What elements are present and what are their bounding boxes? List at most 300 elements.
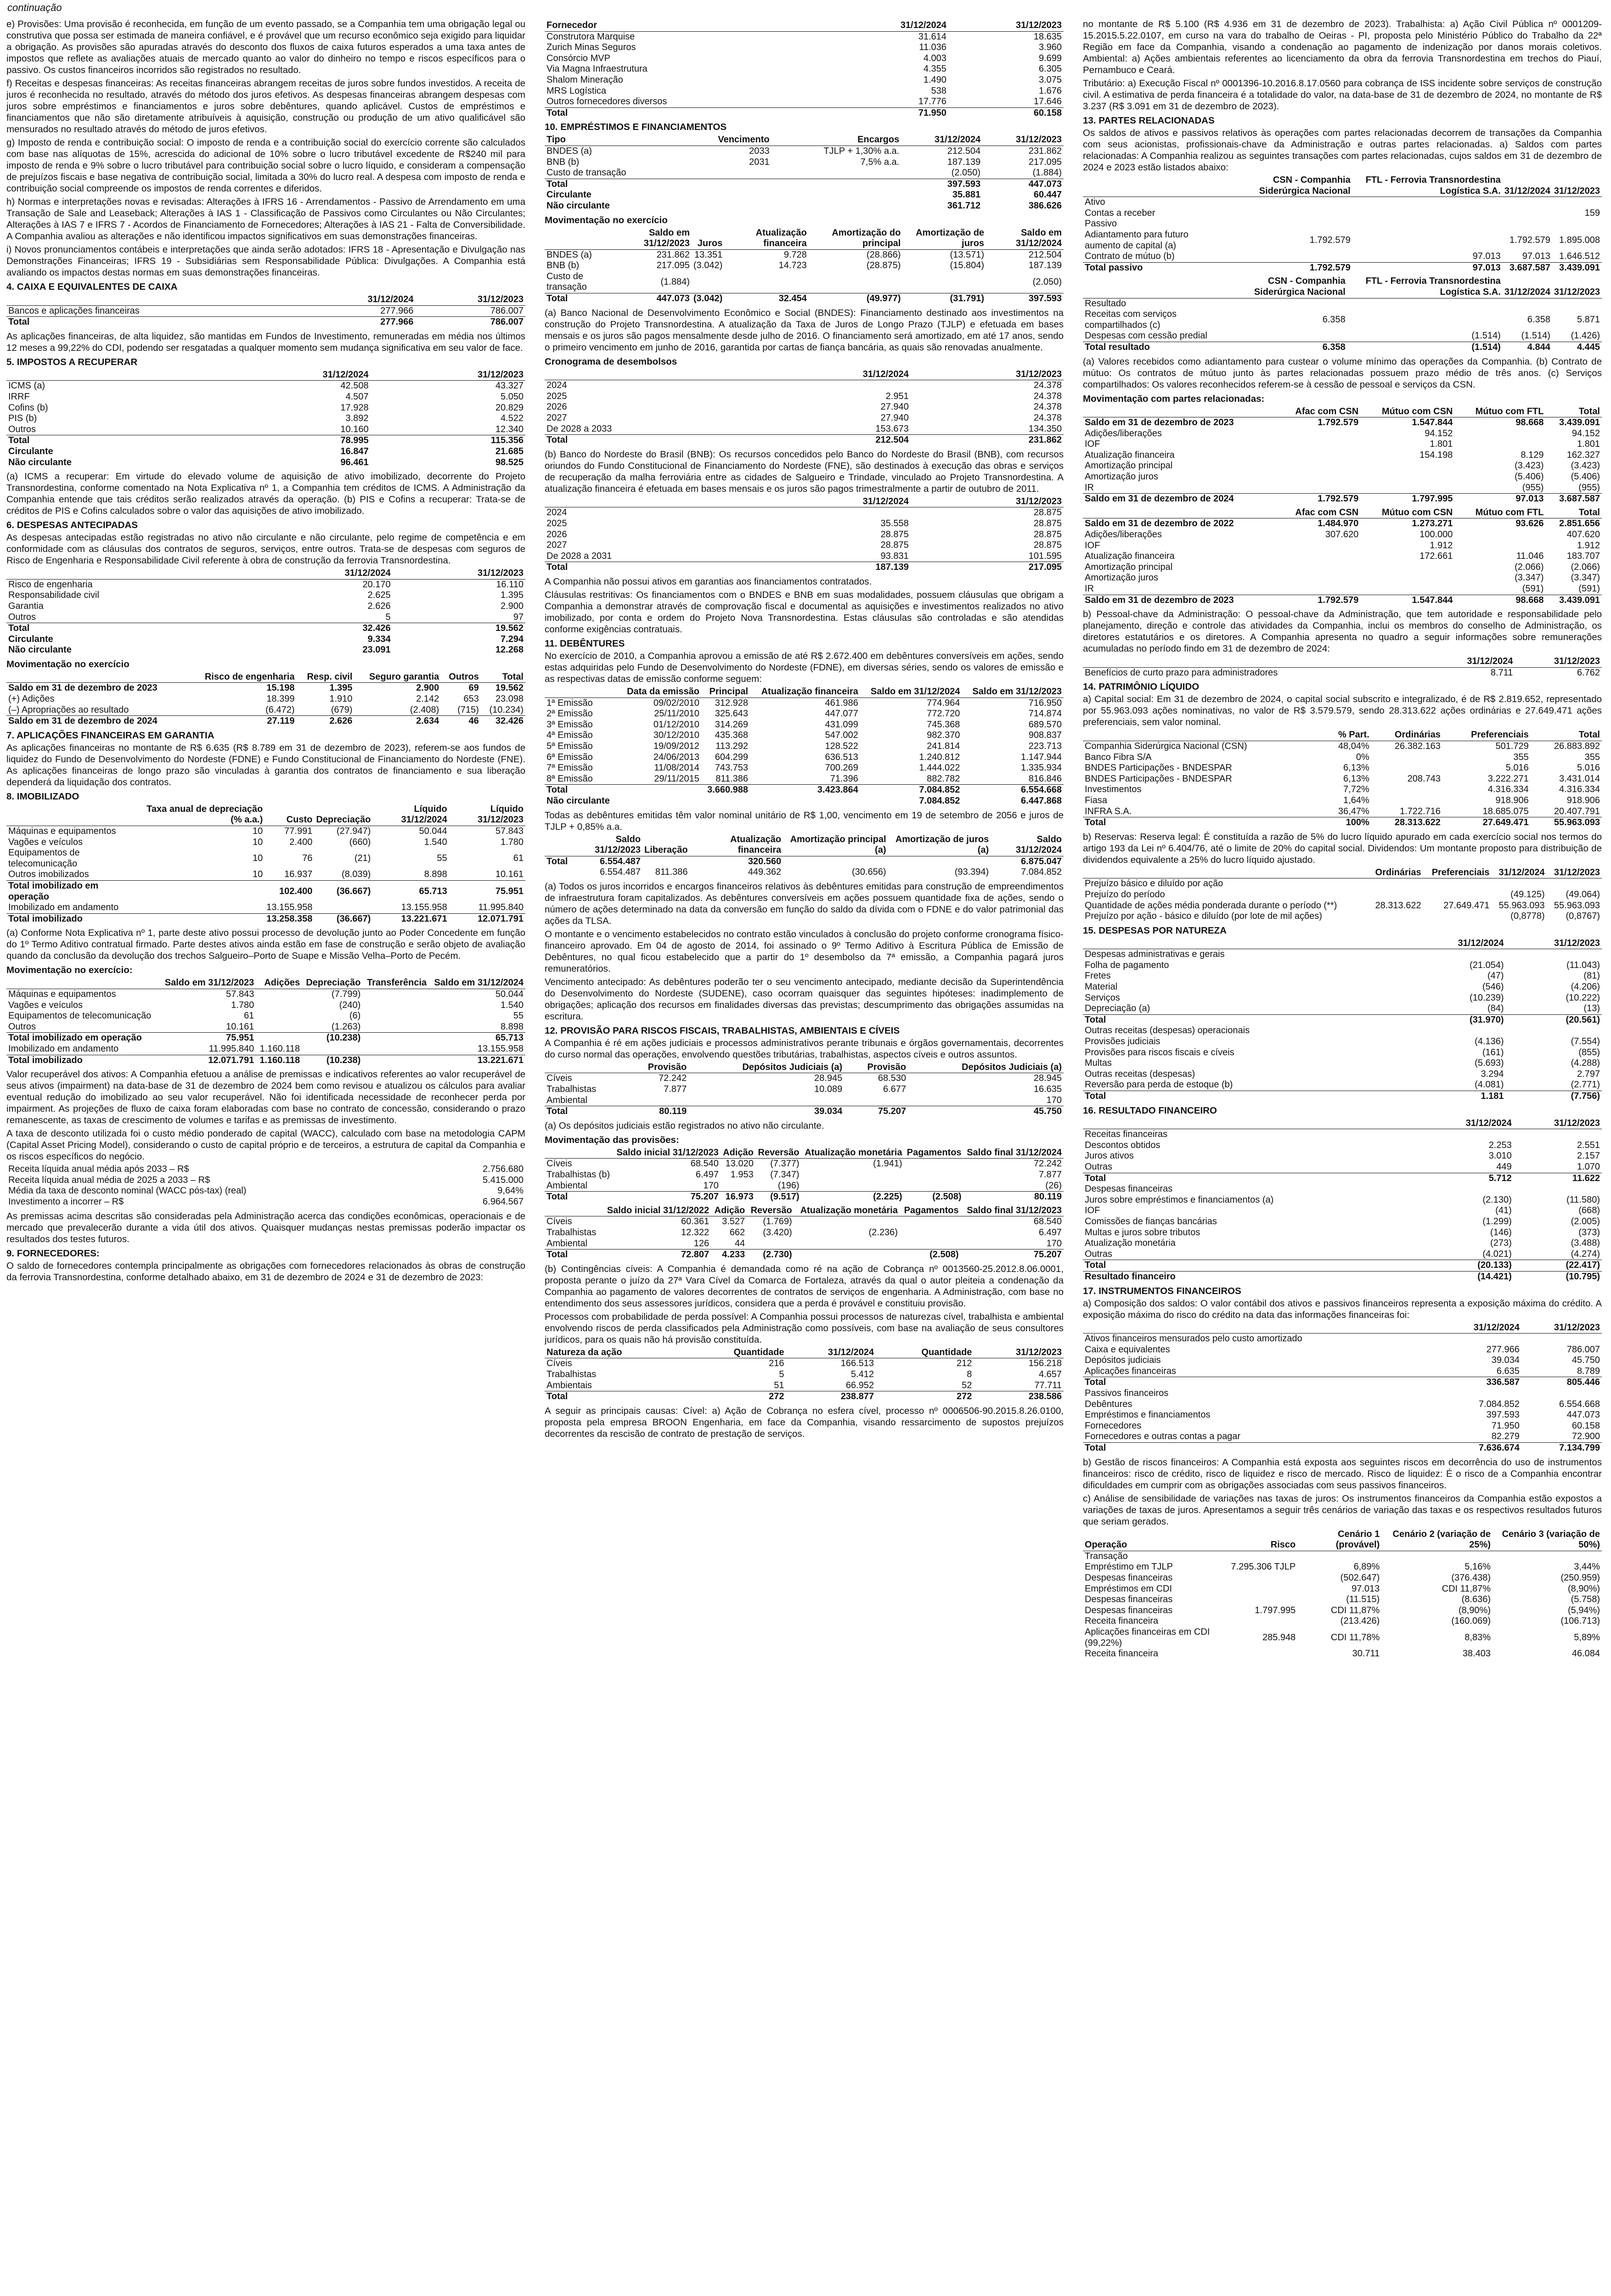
column-header: Atualização financeira xyxy=(690,834,783,856)
table-cell xyxy=(757,507,910,518)
table-cell: 187.139 xyxy=(1028,260,1062,271)
table-cell xyxy=(1441,1388,1521,1399)
table-cell: Total xyxy=(6,623,259,634)
table-cell: Zurich Minas Seguros xyxy=(546,42,636,53)
table-cell: 75.951 xyxy=(159,1033,256,1044)
table-row xyxy=(545,785,1064,796)
table-row xyxy=(1083,251,1602,262)
paragraph: No exercício de 2010, a Companhia aprovou a emissão de até R$ 2.672.400 em debêntures conversíveis em ações, sendo estas adquiridas pelo Fundo de Desenvolvimento do Nordeste (FDNE), em diversas séries, sendo os valores de emissão e as respectivas datas de emissão conforme seguem: xyxy=(545,650,1064,684)
table-cell: 75.207 xyxy=(844,1106,908,1117)
table-cell: (10.238) xyxy=(302,1033,362,1044)
table-cell: Ambiental xyxy=(546,1238,587,1249)
table-cell: Trabalhistas xyxy=(546,1227,597,1238)
table-row xyxy=(545,75,1064,86)
table-cell: 2.900 xyxy=(354,683,441,694)
table-cell xyxy=(362,1011,428,1022)
prepaid-movement-table xyxy=(6,672,525,727)
table-row xyxy=(545,529,1064,540)
table-cell: 24.378 xyxy=(1033,391,1062,401)
table-cell: 1.780 xyxy=(500,837,524,847)
table-row xyxy=(1083,1080,1602,1091)
table-row xyxy=(6,1055,525,1066)
table-cell: 71.950 xyxy=(833,107,948,118)
table-cell xyxy=(1276,573,1360,584)
table-cell: 19.562 xyxy=(481,683,525,694)
column-header: Risco de engenharia xyxy=(186,672,297,683)
table-cell: 882.782 xyxy=(927,773,960,784)
table-cell xyxy=(681,201,772,212)
column-header: 31/12/2023 xyxy=(415,294,525,305)
table-cell: 547.002 xyxy=(825,730,858,741)
table-cell: 604.299 xyxy=(715,752,749,762)
table-cell: 3.294 xyxy=(1481,1069,1504,1079)
table-cell: 10.089 xyxy=(814,1084,843,1095)
table-row xyxy=(545,260,1064,271)
table-cell: 39.034 xyxy=(688,1106,844,1117)
financial-result-table xyxy=(1083,1118,1602,1283)
table-cell: (1.263) xyxy=(331,1021,361,1032)
table-row xyxy=(1083,595,1602,606)
table-cell: 982.370 xyxy=(927,730,960,741)
table-row xyxy=(545,1073,1064,1084)
table-cell: 20.407.791 xyxy=(1554,806,1600,816)
table-cell xyxy=(256,1000,302,1011)
table-row xyxy=(1083,1551,1602,1562)
column-header xyxy=(1083,938,1409,949)
table-row xyxy=(545,796,1064,807)
table-cell: 386.626 xyxy=(1028,200,1062,211)
table-cell: (2.508) xyxy=(900,1249,961,1261)
table-row xyxy=(1083,518,1602,529)
table-row xyxy=(1083,219,1602,230)
column-header: Cenário 3 (variação de 50%) xyxy=(1493,1529,1602,1551)
table-cell xyxy=(1423,911,1492,922)
column-header xyxy=(6,294,305,305)
table-cell: 162.327 xyxy=(1566,450,1600,460)
table-cell xyxy=(1352,219,1503,230)
table-cell: 27.940 xyxy=(880,413,909,423)
table-row xyxy=(545,741,1064,752)
paragraph: As premissas acima descritas são consideradas pela Administração acerca das condições econômicas, operacionais e de mercado que prevalecerão durante a vida útil dos ativos. Quaisquer mudanças nestas premissas poderão impactar os resultados dos testes futuros. xyxy=(6,1210,525,1244)
table-cell: 32.426 xyxy=(259,623,392,634)
table-cell: (196) xyxy=(777,1180,800,1191)
table-cell: 11/08/2014 xyxy=(654,763,699,773)
table-cell xyxy=(1276,428,1360,439)
section-title: 8. IMOBILIZADO xyxy=(6,791,79,802)
table-cell: 10.160 xyxy=(340,424,369,434)
table-cell: Total xyxy=(6,435,215,446)
table-cell: 97.013 xyxy=(1352,262,1503,273)
table-cell: 277.966 xyxy=(380,305,414,316)
table-header-row xyxy=(1083,276,1602,298)
section-title: 14. PATRIMÔNIO LÍQUIDO xyxy=(1083,681,1200,692)
table-cell: 7ª Emissão xyxy=(546,763,593,773)
table-cell: 170 xyxy=(703,1180,719,1191)
table-cell: 1.910 xyxy=(329,694,353,704)
column-header: Ordinárias xyxy=(1368,867,1423,878)
table-cell: 68.540 xyxy=(690,1159,719,1169)
table-cell: 407.620 xyxy=(1566,529,1600,540)
table-cell: 1.792.579 xyxy=(1276,417,1360,428)
table-cell: 12.071.791 xyxy=(449,913,525,924)
table-cell: (1.299) xyxy=(1482,1216,1512,1227)
table-cell: Trabalhistas (b) xyxy=(546,1170,610,1180)
column-header: 31/12/2023 xyxy=(948,20,1064,31)
table-row xyxy=(6,601,525,612)
table-cell: 26.382.163 xyxy=(1394,741,1441,751)
table-cell: 5,89% xyxy=(1574,1632,1600,1643)
column-header xyxy=(6,978,159,989)
table-row xyxy=(1083,1069,1602,1080)
table-cell: 4.003 xyxy=(923,53,946,63)
table-cell: Saldo em 31 de dezembro de 2024 xyxy=(1083,494,1276,505)
table-cell: 27.649.471 xyxy=(1443,900,1490,911)
table-cell: (5.693) xyxy=(1475,1058,1504,1069)
table-cell: 15.198 xyxy=(186,683,297,694)
table-cell: 36,47% xyxy=(1338,806,1369,816)
column-header xyxy=(6,672,186,683)
table-cell: IOF xyxy=(1085,540,1100,551)
table-cell: 27.119 xyxy=(186,716,297,727)
table-cell: Prejuízo básico e diluído por ação xyxy=(1085,878,1223,889)
table-cell: 3.010 xyxy=(1488,1151,1512,1161)
table-cell: 11.046 xyxy=(1516,551,1544,562)
paragraph: a) Capital social: Em 31 de dezembro de 2024, o capital social subscrito e integralizado, é de R$ 2.819.652, representado por 55.963.093 ações nominativas, no valor de R$ 3.579.579, sendo 28.313.622 ações ordinárias e 27.649.471 ações preferenciais, sem valor nominal. xyxy=(1083,694,1602,728)
paragraph: b) Reservas: Reserva legal: É constituída a razão de 5% do lucro líquido apurado em cada exercício social nos termos do artigo 193 da Lei nº 6.404/76, até o limite de 20% do capital social. Dividendos: Um montante proposto para distribuição de dividendos equivalente a 25% do lucro líquido ajustado. xyxy=(1083,831,1602,865)
table-cell: 4.657 xyxy=(1038,1369,1062,1379)
section-title: 17. INSTRUMENTOS FINANCEIROS xyxy=(1083,1285,1241,1296)
table-cell: Garantia xyxy=(8,601,44,611)
table-cell: Bancos e aplicações financeiras xyxy=(8,305,140,316)
table-row xyxy=(6,848,525,869)
table-row xyxy=(1083,540,1602,551)
table-cell: IRRF xyxy=(8,391,30,402)
table-cell: 11.995.840 xyxy=(208,1043,254,1054)
table-cell: 238.877 xyxy=(786,1391,876,1402)
column-header: Saldo em 31/12/2024 xyxy=(986,228,1064,250)
table-row xyxy=(1083,439,1602,450)
table-row xyxy=(545,774,1064,785)
table-cell: Cíveis xyxy=(546,1073,572,1084)
table-row xyxy=(1083,1036,1602,1047)
table-cell xyxy=(1441,1334,1521,1345)
table-cell: Responsabilidade civil xyxy=(8,590,99,601)
table-row xyxy=(545,201,1064,212)
table-cell: (21) xyxy=(354,853,371,864)
column-header: Atualização monetária xyxy=(801,1148,904,1159)
table-row xyxy=(545,1358,1064,1369)
table-cell: 61 xyxy=(244,1011,254,1021)
table-cell: Depósitos judiciais xyxy=(1085,1355,1161,1366)
table-cell: 231.862 xyxy=(656,249,690,260)
table-row xyxy=(6,413,525,424)
table-cell: 10.161 xyxy=(495,869,524,880)
table-cell: 97.013 xyxy=(1472,251,1501,262)
table-cell: (955) xyxy=(1522,482,1544,493)
table-cell: 20.170 xyxy=(362,579,391,590)
table-row xyxy=(1083,1014,1602,1025)
table-cell xyxy=(1276,472,1360,483)
table-cell: 4.316.334 xyxy=(1559,784,1600,795)
table-cell: Serviços xyxy=(1085,992,1120,1003)
table-cell xyxy=(1503,208,1552,219)
table-cell: 716.950 xyxy=(1028,698,1062,708)
table-row xyxy=(6,716,525,727)
table-cell: De 2028 a 2031 xyxy=(546,551,612,561)
table-cell: Total xyxy=(545,1192,613,1203)
table-row xyxy=(6,1186,525,1197)
column-header xyxy=(545,687,618,698)
table-cell xyxy=(888,856,991,867)
table-cell: (49.125) xyxy=(1510,889,1545,900)
table-cell: 5.016 xyxy=(1577,763,1600,773)
paragraph: Valor recuperável dos ativos: A Companhia efetuou a análise de premissas e indicativos referentes ao valor recuperável de seus ativos (impairment) na data-base de 31 de dezembro de 2024 bem como revisou e atualizou os cálculos para avaliar eventual redução do imobilizado ao seu valor recuperável. Não foi identificada necessidade de reconhecer perda por impairment. As projeções de fluxo de caixa foram elaboradas com base no contrato de concessão, considerando o prazo remanescente, as taxas de crescimento de volumes e tarifas e as premissas de investimento. xyxy=(6,1069,525,1126)
table-cell xyxy=(256,1022,302,1033)
table-cell: CDI 11,78% xyxy=(1330,1632,1380,1643)
table-cell: 2024 xyxy=(546,507,567,518)
table-cell: Risco de engenharia xyxy=(8,579,93,590)
table-row xyxy=(545,540,1064,551)
table-cell xyxy=(1229,1616,1297,1627)
table-row xyxy=(1083,1129,1602,1140)
table-cell: 7,72% xyxy=(1343,784,1369,795)
table-cell: 1.912 xyxy=(1430,540,1453,551)
table-row xyxy=(6,837,525,848)
table-header-row xyxy=(1083,507,1602,518)
table-cell xyxy=(1276,450,1360,461)
table-cell: 18.399 xyxy=(266,694,295,704)
table-cell: 172.661 xyxy=(1419,551,1453,562)
table-cell: 0% xyxy=(1356,752,1369,762)
table-cell: 12.322 xyxy=(681,1227,710,1238)
table-row xyxy=(545,157,1064,168)
column-header xyxy=(545,369,757,380)
table-cell: Juros sobre empréstimos e financiamentos (a) xyxy=(1085,1194,1274,1205)
table-cell: (2.066) xyxy=(1515,562,1544,572)
table-row xyxy=(545,1084,1064,1095)
table-cell: Comissões de fianças bancárias xyxy=(1085,1216,1217,1227)
table-cell: 2.634 xyxy=(354,716,441,727)
table-cell: 39.034 xyxy=(1491,1355,1520,1366)
paragraph: (a) ICMS a recuperar: Em virtude do elevado volume de aquisição de ativo imobilizado, decorrente do Projeto Transnordestina, conforme comentado na Nota Explicativa nº 1, a Companhia tem créditos de ICMS. A Administração da Companhia entende que tais créditos serão realizados através da operação. (b) PIS e Cofins a recuperar: Trata-se de créditos de PIS e Cofins calculados sobre o valor das aquisições de ativo imobilizado. xyxy=(6,471,525,517)
table-cell: 16.847 xyxy=(340,446,369,456)
table-cell xyxy=(794,1216,900,1227)
table-cell: (2.236) xyxy=(868,1227,898,1238)
table-cell: 7.084.852 xyxy=(860,785,962,796)
table-header-row xyxy=(545,369,1064,380)
table-cell: 72.900 xyxy=(1572,1431,1600,1442)
table-cell: 1.484.970 xyxy=(1276,518,1360,529)
table-cell: (22.417) xyxy=(1514,1260,1602,1272)
table-cell xyxy=(1229,1594,1297,1605)
table-cell xyxy=(302,1044,362,1055)
table-row xyxy=(1083,1594,1602,1605)
table-cell: 11.995.840 xyxy=(478,902,524,913)
table-row xyxy=(6,317,525,328)
table-cell xyxy=(1276,483,1360,494)
prepaid-table xyxy=(6,568,525,656)
column-header: Saldo 31/12/2023 xyxy=(569,834,642,856)
table-cell xyxy=(900,1216,961,1227)
table-cell: Debêntures xyxy=(1085,1399,1132,1409)
table-cell: 51 xyxy=(774,1380,784,1390)
table-row xyxy=(545,1249,1064,1261)
table-cell: (26) xyxy=(1045,1180,1062,1191)
table-cell: Custo de transação xyxy=(546,271,587,293)
continuation-header: continuação xyxy=(7,2,62,13)
table-cell: Outras xyxy=(1085,1249,1113,1259)
table-row xyxy=(6,902,525,913)
column-header: 31/12/2023 xyxy=(982,135,1064,146)
table-cell: Total imobilizado xyxy=(6,1055,159,1066)
related-parties-movement-table xyxy=(1083,406,1602,505)
table-row xyxy=(1083,1355,1602,1366)
table-cell: (14.421) xyxy=(1425,1271,1514,1282)
table-header-row xyxy=(6,672,525,683)
table-cell xyxy=(1425,1184,1514,1195)
table-cell: 28.875 xyxy=(1033,518,1062,529)
table-cell xyxy=(1409,949,1505,960)
table-row xyxy=(6,1044,525,1055)
table-row xyxy=(6,623,525,634)
table-cell: 46.084 xyxy=(1572,1649,1600,1659)
table-row xyxy=(1083,889,1602,900)
table-cell: 128.522 xyxy=(825,741,858,751)
table-cell: (4.081) xyxy=(1475,1080,1504,1090)
table-cell: Multas xyxy=(1085,1058,1112,1069)
column-header: Cenário 2 (variação de 25%) xyxy=(1381,1529,1493,1551)
table-cell: 223.713 xyxy=(1028,741,1062,751)
table-cell xyxy=(1552,219,1602,230)
table-cell: 5.415.000 xyxy=(483,1175,524,1185)
paragraph: A taxa de desconto utilizada foi o custo médio ponderado de capital (WACC), calculado com base na metodologia CAPM (Capital Asset Pricing Model), considerando o custo de capital próprio e de terceiros, a estrutura de capital da Companhia e os riscos específicos do negócio. xyxy=(6,1128,525,1162)
table-cell: 19.562 xyxy=(393,623,525,634)
table-cell: 43.327 xyxy=(495,381,524,391)
table-header-row xyxy=(545,1062,1064,1073)
column-header: Amortização de juros (a) xyxy=(888,834,991,856)
table-cell: (8.039) xyxy=(341,869,371,880)
table-row xyxy=(1083,774,1602,785)
table-row xyxy=(1083,428,1602,439)
table-row xyxy=(1083,1205,1602,1216)
table-cell: 1.801 xyxy=(1577,439,1600,450)
table-cell: 3.439.091 xyxy=(1545,417,1602,428)
table-cell: 61 xyxy=(513,853,524,864)
table-header-row xyxy=(1083,938,1602,949)
table-row xyxy=(1083,900,1602,912)
table-cell: 12.268 xyxy=(495,645,524,655)
table-cell: (8,90%) xyxy=(1567,1583,1600,1594)
column-header: Mútuo com CSN xyxy=(1360,507,1454,518)
table-cell xyxy=(772,190,901,201)
table-cell: Total xyxy=(545,856,569,867)
table-cell: 2.851.656 xyxy=(1545,518,1602,529)
table-cell: 3.075 xyxy=(1038,74,1062,85)
table-cell: (1.514) xyxy=(1347,342,1503,353)
paragraph: (a) Os depósitos judiciais estão registrados no ativo não circulante. xyxy=(545,1120,824,1131)
table-cell: 4.844 xyxy=(1503,342,1552,353)
table-cell: Outros xyxy=(8,1021,36,1032)
table-cell: 50.044 xyxy=(419,826,447,837)
table-cell: 1.160.118 xyxy=(259,1043,300,1054)
table-cell: Ambiental xyxy=(546,1180,587,1191)
table-cell: Adições/liberações xyxy=(1085,529,1162,540)
table-cell: De 2028 a 2033 xyxy=(546,423,612,434)
table-cell: 32.426 xyxy=(481,716,525,727)
column-header: 31/12/2024 xyxy=(757,496,910,507)
table-cell: Contas a receber xyxy=(1085,208,1155,218)
column-header: 31/12/2023 xyxy=(1521,1322,1602,1334)
table-header-row xyxy=(545,496,1064,507)
table-cell: 2.400 xyxy=(289,837,313,847)
table-row xyxy=(1083,342,1602,353)
table-cell: 45.750 xyxy=(908,1106,1064,1117)
table-cell: 217.095 xyxy=(656,260,690,271)
table-cell: 2.756.680 xyxy=(483,1164,524,1175)
table-cell: (36.667) xyxy=(314,913,372,924)
column-header: 31/12/2023 xyxy=(393,568,525,579)
table-row xyxy=(6,705,525,716)
table-cell: 3.660.988 xyxy=(701,785,750,796)
section-title: 7. APLICAÇÕES FINANCEIRAS EM GARANTIA xyxy=(6,730,214,741)
section-title: 10. EMPRÉSTIMOS E FINANCIAMENTOS xyxy=(545,122,727,133)
table-cell: BNB (b) xyxy=(546,260,580,271)
table-cell: 6.447.868 xyxy=(1021,795,1062,806)
column-header: Amortização do principal xyxy=(809,228,903,250)
table-cell: Total xyxy=(1083,1014,1409,1025)
table-cell: 212.504 xyxy=(1028,249,1062,260)
column-header xyxy=(1083,867,1368,878)
table-row xyxy=(1083,551,1602,562)
table-cell: (5.758) xyxy=(1571,1594,1600,1605)
table-row xyxy=(6,1011,525,1022)
table-cell: 217.095 xyxy=(911,562,1064,573)
table-row xyxy=(545,168,1064,179)
table-cell: 13.258.358 xyxy=(265,913,314,924)
table-cell: (+) Adições xyxy=(8,694,55,704)
table-cell: 18.685.075 xyxy=(1482,806,1529,816)
table-cell: Total xyxy=(1083,1443,1441,1454)
table-cell: 689.570 xyxy=(1028,719,1062,730)
table-cell: Despesas financeiras xyxy=(1085,1605,1173,1615)
table-cell: (5.406) xyxy=(1515,472,1544,482)
paragraph: Todas as debêntures emitidas têm valor nominal unitário de R$ 1,00, vencimento em 19 de setembro de 2056 e juros de TJLP + 0,85% a.a. xyxy=(545,810,1064,832)
table-cell: 113.292 xyxy=(715,741,749,751)
table-cell: 69 xyxy=(441,683,481,694)
table-row xyxy=(6,989,525,1000)
table-row xyxy=(1083,993,1602,1004)
table-header-row xyxy=(1083,406,1602,417)
table-cell: 700.269 xyxy=(825,763,858,773)
table-cell: 6.358 xyxy=(1527,314,1550,325)
table-cell: 2ª Emissão xyxy=(546,709,593,719)
table-cell: (660) xyxy=(349,837,371,847)
table-cell: Total xyxy=(545,435,757,446)
table-row xyxy=(1083,878,1602,889)
table-cell: (8,90%) xyxy=(1458,1605,1491,1615)
table-cell: 449 xyxy=(1496,1161,1512,1172)
paragraph: (a) Todos os juros incorridos e encargos financeiros relativos às debêntures emitidas para construção de empreendimentos de infraestrutura foram capitalizados. As debêntures conversíveis em ações possuem quantidade fixa de ações, sendo o número de ações determinado na data da conversão em função do saldo da dívida com o FDNE e do valor patrimonial das ações da TLSA. xyxy=(545,881,1064,926)
column-header xyxy=(1083,1118,1425,1129)
table-cell: (250.959) xyxy=(1560,1573,1600,1583)
table-cell: 1.797.995 xyxy=(1255,1605,1296,1615)
table-cell: 17.646 xyxy=(1033,96,1062,107)
table-cell: 77.711 xyxy=(1034,1380,1062,1390)
table-cell: 44 xyxy=(734,1238,745,1249)
table-cell: 1.912 xyxy=(1577,540,1600,551)
table-cell xyxy=(1371,795,1442,806)
table-row xyxy=(545,562,1064,573)
